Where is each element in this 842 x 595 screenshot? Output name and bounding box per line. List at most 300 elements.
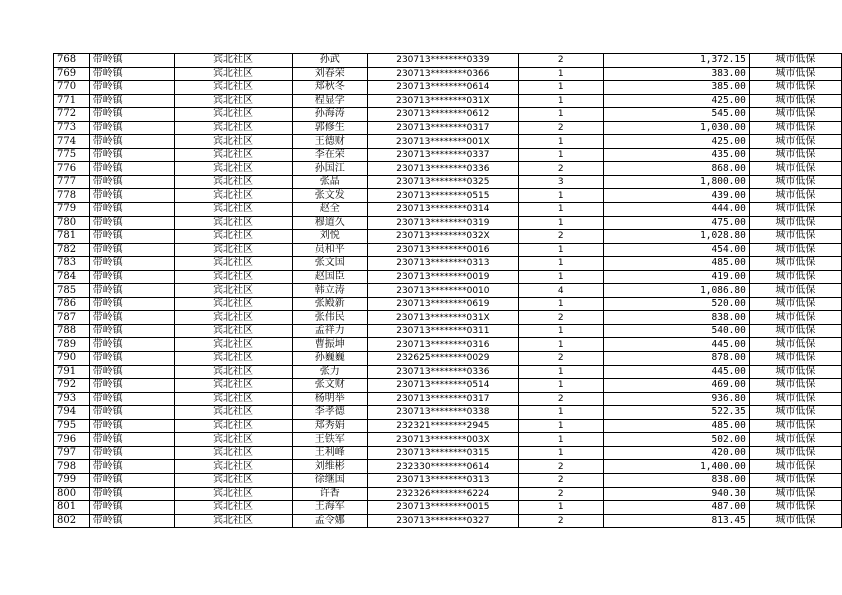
town-cell: 带岭镇	[89, 419, 174, 433]
amount-cell: 487.00	[603, 501, 749, 515]
row-number: 771	[54, 94, 90, 108]
community-cell: 宾北社区	[174, 148, 292, 162]
id-number-cell: 230713********0317	[367, 121, 518, 135]
row-number: 796	[54, 433, 90, 447]
id-number-cell: 230713********0019	[367, 270, 518, 284]
amount-cell: 838.00	[603, 311, 749, 325]
town-cell: 带岭镇	[89, 514, 174, 528]
name-cell: 程显学	[292, 94, 367, 108]
town-cell: 带岭镇	[89, 392, 174, 406]
id-number-cell: 230713********0325	[367, 175, 518, 189]
row-number: 801	[54, 501, 90, 515]
household-count-cell: 1	[518, 189, 603, 203]
community-cell: 宾北社区	[174, 514, 292, 528]
row-number: 780	[54, 216, 90, 230]
town-cell: 带岭镇	[89, 473, 174, 487]
table-row	[54, 433, 842, 447]
table-row	[54, 230, 842, 244]
household-count-cell: 4	[518, 284, 603, 298]
row-number: 786	[54, 297, 90, 311]
table-row	[54, 406, 842, 420]
assistance-type-cell: 城市低保	[749, 54, 841, 68]
community-cell: 宾北社区	[174, 473, 292, 487]
assistance-type-cell: 城市低保	[749, 67, 841, 81]
community-cell: 宾北社区	[174, 446, 292, 460]
id-number-cell: 230713********0315	[367, 446, 518, 460]
id-number-cell: 230713********0338	[367, 406, 518, 420]
table-row	[54, 419, 842, 433]
household-count-cell: 2	[518, 311, 603, 325]
household-count-cell: 2	[518, 121, 603, 135]
amount-cell: 420.00	[603, 446, 749, 460]
amount-cell: 425.00	[603, 135, 749, 149]
town-cell: 带岭镇	[89, 297, 174, 311]
amount-cell: 425.00	[603, 94, 749, 108]
id-number-cell: 232625********0029	[367, 352, 518, 366]
town-cell: 带岭镇	[89, 352, 174, 366]
welfare-roster-table	[53, 53, 842, 528]
household-count-cell: 2	[518, 352, 603, 366]
table-row	[54, 175, 842, 189]
household-count-cell: 2	[518, 230, 603, 244]
assistance-type-cell: 城市低保	[749, 216, 841, 230]
town-cell: 带岭镇	[89, 135, 174, 149]
id-number-cell: 230713********0316	[367, 338, 518, 352]
assistance-type-cell: 城市低保	[749, 433, 841, 447]
id-number-cell: 230713********0313	[367, 257, 518, 271]
table-row	[54, 148, 842, 162]
household-count-cell: 2	[518, 514, 603, 528]
community-cell: 宾北社区	[174, 54, 292, 68]
town-cell: 带岭镇	[89, 203, 174, 217]
table-row	[54, 81, 842, 95]
table-row	[54, 446, 842, 460]
community-cell: 宾北社区	[174, 460, 292, 474]
household-count-cell: 1	[518, 501, 603, 515]
community-cell: 宾北社区	[174, 419, 292, 433]
id-number-cell: 230713********0612	[367, 108, 518, 122]
community-cell: 宾北社区	[174, 230, 292, 244]
row-number: 770	[54, 81, 90, 95]
assistance-type-cell: 城市低保	[749, 514, 841, 528]
assistance-type-cell: 城市低保	[749, 270, 841, 284]
town-cell: 带岭镇	[89, 284, 174, 298]
assistance-type-cell: 城市低保	[749, 135, 841, 149]
table-row	[54, 189, 842, 203]
name-cell: 张晶	[292, 175, 367, 189]
household-count-cell: 1	[518, 94, 603, 108]
table-row	[54, 284, 842, 298]
town-cell: 带岭镇	[89, 406, 174, 420]
row-number: 788	[54, 324, 90, 338]
amount-cell: 940.30	[603, 487, 749, 501]
assistance-type-cell: 城市低保	[749, 94, 841, 108]
town-cell: 带岭镇	[89, 94, 174, 108]
community-cell: 宾北社区	[174, 433, 292, 447]
amount-cell: 485.00	[603, 419, 749, 433]
assistance-type-cell: 城市低保	[749, 365, 841, 379]
amount-cell: 445.00	[603, 338, 749, 352]
id-number-cell: 230713********0311	[367, 324, 518, 338]
assistance-type-cell: 城市低保	[749, 243, 841, 257]
name-cell: 赵国臣	[292, 270, 367, 284]
table-row	[54, 365, 842, 379]
table-body	[54, 54, 842, 528]
name-cell: 许香	[292, 487, 367, 501]
household-count-cell: 3	[518, 175, 603, 189]
amount-cell: 1,800.00	[603, 175, 749, 189]
community-cell: 宾北社区	[174, 257, 292, 271]
town-cell: 带岭镇	[89, 67, 174, 81]
table-row	[54, 460, 842, 474]
assistance-type-cell: 城市低保	[749, 81, 841, 95]
amount-cell: 1,028.80	[603, 230, 749, 244]
id-number-cell: 232326********6224	[367, 487, 518, 501]
name-cell: 张力	[292, 365, 367, 379]
community-cell: 宾北社区	[174, 162, 292, 176]
assistance-type-cell: 城市低保	[749, 501, 841, 515]
row-number: 797	[54, 446, 90, 460]
household-count-cell: 1	[518, 108, 603, 122]
assistance-type-cell: 城市低保	[749, 189, 841, 203]
household-count-cell: 2	[518, 460, 603, 474]
town-cell: 带岭镇	[89, 501, 174, 515]
name-cell: 孙巍巍	[292, 352, 367, 366]
row-number: 799	[54, 473, 90, 487]
table-row	[54, 352, 842, 366]
id-number-cell: 230713********0313	[367, 473, 518, 487]
id-number-cell: 230713********0614	[367, 81, 518, 95]
name-cell: 张伟民	[292, 311, 367, 325]
name-cell: 王利峰	[292, 446, 367, 460]
row-number: 795	[54, 419, 90, 433]
id-number-cell: 232321********2945	[367, 419, 518, 433]
row-number: 791	[54, 365, 90, 379]
row-number: 773	[54, 121, 90, 135]
assistance-type-cell: 城市低保	[749, 284, 841, 298]
amount-cell: 1,400.00	[603, 460, 749, 474]
id-number-cell: 230713********0317	[367, 392, 518, 406]
row-number: 802	[54, 514, 90, 528]
row-number: 783	[54, 257, 90, 271]
amount-cell: 475.00	[603, 216, 749, 230]
name-cell: 刘春荣	[292, 67, 367, 81]
id-number-cell: 230713********0619	[367, 297, 518, 311]
table-row	[54, 121, 842, 135]
row-number: 774	[54, 135, 90, 149]
id-number-cell: 230713********0015	[367, 501, 518, 515]
household-count-cell: 2	[518, 54, 603, 68]
community-cell: 宾北社区	[174, 284, 292, 298]
amount-cell: 445.00	[603, 365, 749, 379]
row-number: 779	[54, 203, 90, 217]
table-row	[54, 270, 842, 284]
id-number-cell: 230713********0327	[367, 514, 518, 528]
row-number: 778	[54, 189, 90, 203]
table-row	[54, 216, 842, 230]
town-cell: 带岭镇	[89, 189, 174, 203]
assistance-type-cell: 城市低保	[749, 148, 841, 162]
town-cell: 带岭镇	[89, 243, 174, 257]
table-row	[54, 392, 842, 406]
town-cell: 带岭镇	[89, 257, 174, 271]
assistance-type-cell: 城市低保	[749, 297, 841, 311]
id-number-cell: 230713********0339	[367, 54, 518, 68]
table-row	[54, 473, 842, 487]
assistance-type-cell: 城市低保	[749, 324, 841, 338]
amount-cell: 936.80	[603, 392, 749, 406]
name-cell: 王海军	[292, 501, 367, 515]
household-count-cell: 1	[518, 338, 603, 352]
amount-cell: 383.00	[603, 67, 749, 81]
household-count-cell: 1	[518, 148, 603, 162]
assistance-type-cell: 城市低保	[749, 162, 841, 176]
household-count-cell: 1	[518, 203, 603, 217]
id-number-cell: 230713********0366	[367, 67, 518, 81]
name-cell: 徐继国	[292, 473, 367, 487]
name-cell: 王铁军	[292, 433, 367, 447]
name-cell: 孙海涛	[292, 108, 367, 122]
household-count-cell: 1	[518, 67, 603, 81]
community-cell: 宾北社区	[174, 175, 292, 189]
household-count-cell: 1	[518, 297, 603, 311]
amount-cell: 838.00	[603, 473, 749, 487]
table-row	[54, 257, 842, 271]
town-cell: 带岭镇	[89, 379, 174, 393]
id-number-cell: 230713********0336	[367, 365, 518, 379]
table-row	[54, 501, 842, 515]
name-cell: 孙武	[292, 54, 367, 68]
household-count-cell: 1	[518, 81, 603, 95]
assistance-type-cell: 城市低保	[749, 203, 841, 217]
household-count-cell: 1	[518, 135, 603, 149]
table-row	[54, 379, 842, 393]
community-cell: 宾北社区	[174, 135, 292, 149]
community-cell: 宾北社区	[174, 94, 292, 108]
amount-cell: 1,372.15	[603, 54, 749, 68]
assistance-type-cell: 城市低保	[749, 419, 841, 433]
id-number-cell: 230713********0336	[367, 162, 518, 176]
community-cell: 宾北社区	[174, 352, 292, 366]
amount-cell: 813.45	[603, 514, 749, 528]
id-number-cell: 230713********0319	[367, 216, 518, 230]
assistance-type-cell: 城市低保	[749, 108, 841, 122]
id-number-cell: 230713********003X	[367, 433, 518, 447]
community-cell: 宾北社区	[174, 243, 292, 257]
amount-cell: 454.00	[603, 243, 749, 257]
table-row	[54, 311, 842, 325]
town-cell: 带岭镇	[89, 108, 174, 122]
id-number-cell: 230713********0514	[367, 379, 518, 393]
name-cell: 李在荣	[292, 148, 367, 162]
household-count-cell: 1	[518, 270, 603, 284]
name-cell: 刘悦	[292, 230, 367, 244]
name-cell: 李孝德	[292, 406, 367, 420]
household-count-cell: 2	[518, 162, 603, 176]
community-cell: 宾北社区	[174, 324, 292, 338]
household-count-cell: 1	[518, 433, 603, 447]
row-number: 782	[54, 243, 90, 257]
amount-cell: 385.00	[603, 81, 749, 95]
table-row	[54, 338, 842, 352]
amount-cell: 502.00	[603, 433, 749, 447]
town-cell: 带岭镇	[89, 311, 174, 325]
table-row	[54, 243, 842, 257]
name-cell: 郑秀娟	[292, 419, 367, 433]
community-cell: 宾北社区	[174, 297, 292, 311]
row-number: 790	[54, 352, 90, 366]
name-cell: 穆道久	[292, 216, 367, 230]
town-cell: 带岭镇	[89, 365, 174, 379]
row-number: 768	[54, 54, 90, 68]
household-count-cell: 1	[518, 324, 603, 338]
name-cell: 郑秋冬	[292, 81, 367, 95]
town-cell: 带岭镇	[89, 81, 174, 95]
name-cell: 张殿新	[292, 297, 367, 311]
row-number: 794	[54, 406, 90, 420]
community-cell: 宾北社区	[174, 189, 292, 203]
row-number: 798	[54, 460, 90, 474]
row-number: 776	[54, 162, 90, 176]
table-row	[54, 487, 842, 501]
id-number-cell: 230713********031X	[367, 94, 518, 108]
row-number: 769	[54, 67, 90, 81]
amount-cell: 1,086.80	[603, 284, 749, 298]
name-cell: 孟祥力	[292, 324, 367, 338]
community-cell: 宾北社区	[174, 270, 292, 284]
amount-cell: 522.35	[603, 406, 749, 420]
town-cell: 带岭镇	[89, 338, 174, 352]
row-number: 800	[54, 487, 90, 501]
assistance-type-cell: 城市低保	[749, 392, 841, 406]
amount-cell: 419.00	[603, 270, 749, 284]
row-number: 781	[54, 230, 90, 244]
table-row	[54, 94, 842, 108]
amount-cell: 868.00	[603, 162, 749, 176]
amount-cell: 435.00	[603, 148, 749, 162]
row-number: 784	[54, 270, 90, 284]
assistance-type-cell: 城市低保	[749, 352, 841, 366]
household-count-cell: 1	[518, 216, 603, 230]
town-cell: 带岭镇	[89, 433, 174, 447]
table-row	[54, 324, 842, 338]
name-cell: 郭修生	[292, 121, 367, 135]
amount-cell: 485.00	[603, 257, 749, 271]
name-cell: 曹振坤	[292, 338, 367, 352]
community-cell: 宾北社区	[174, 379, 292, 393]
assistance-type-cell: 城市低保	[749, 460, 841, 474]
household-count-cell: 2	[518, 487, 603, 501]
town-cell: 带岭镇	[89, 446, 174, 460]
name-cell: 杨明举	[292, 392, 367, 406]
community-cell: 宾北社区	[174, 501, 292, 515]
community-cell: 宾北社区	[174, 392, 292, 406]
community-cell: 宾北社区	[174, 203, 292, 217]
assistance-type-cell: 城市低保	[749, 338, 841, 352]
table-row	[54, 135, 842, 149]
name-cell: 韩立涛	[292, 284, 367, 298]
assistance-type-cell: 城市低保	[749, 257, 841, 271]
assistance-type-cell: 城市低保	[749, 311, 841, 325]
town-cell: 带岭镇	[89, 148, 174, 162]
id-number-cell: 230713********031X	[367, 311, 518, 325]
community-cell: 宾北社区	[174, 487, 292, 501]
name-cell: 赵全	[292, 203, 367, 217]
assistance-type-cell: 城市低保	[749, 175, 841, 189]
name-cell: 王德财	[292, 135, 367, 149]
community-cell: 宾北社区	[174, 121, 292, 135]
name-cell: 刘维彬	[292, 460, 367, 474]
id-number-cell: 230713********0515	[367, 189, 518, 203]
name-cell: 张文财	[292, 379, 367, 393]
name-cell: 孟令娜	[292, 514, 367, 528]
row-number: 787	[54, 311, 90, 325]
row-number: 777	[54, 175, 90, 189]
household-count-cell: 2	[518, 392, 603, 406]
town-cell: 带岭镇	[89, 230, 174, 244]
row-number: 793	[54, 392, 90, 406]
id-number-cell: 230713********032X	[367, 230, 518, 244]
name-cell: 孙国江	[292, 162, 367, 176]
assistance-type-cell: 城市低保	[749, 379, 841, 393]
community-cell: 宾北社区	[174, 216, 292, 230]
id-number-cell: 230713********0337	[367, 148, 518, 162]
assistance-type-cell: 城市低保	[749, 473, 841, 487]
community-cell: 宾北社区	[174, 67, 292, 81]
amount-cell: 444.00	[603, 203, 749, 217]
table-row	[54, 514, 842, 528]
town-cell: 带岭镇	[89, 270, 174, 284]
row-number: 789	[54, 338, 90, 352]
amount-cell: 878.00	[603, 352, 749, 366]
name-cell: 员和平	[292, 243, 367, 257]
community-cell: 宾北社区	[174, 406, 292, 420]
amount-cell: 439.00	[603, 189, 749, 203]
id-number-cell: 230713********0016	[367, 243, 518, 257]
name-cell: 张文发	[292, 189, 367, 203]
id-number-cell: 230713********0314	[367, 203, 518, 217]
household-count-cell: 1	[518, 243, 603, 257]
household-count-cell: 1	[518, 365, 603, 379]
table-row	[54, 203, 842, 217]
household-count-cell: 1	[518, 446, 603, 460]
amount-cell: 545.00	[603, 108, 749, 122]
amount-cell: 469.00	[603, 379, 749, 393]
table-row	[54, 297, 842, 311]
assistance-type-cell: 城市低保	[749, 446, 841, 460]
town-cell: 带岭镇	[89, 175, 174, 189]
community-cell: 宾北社区	[174, 365, 292, 379]
table-row	[54, 54, 842, 68]
table-row	[54, 108, 842, 122]
name-cell: 张文国	[292, 257, 367, 271]
town-cell: 带岭镇	[89, 460, 174, 474]
town-cell: 带岭镇	[89, 162, 174, 176]
amount-cell: 1,030.00	[603, 121, 749, 135]
household-count-cell: 1	[518, 406, 603, 420]
town-cell: 带岭镇	[89, 487, 174, 501]
town-cell: 带岭镇	[89, 324, 174, 338]
community-cell: 宾北社区	[174, 81, 292, 95]
table-row	[54, 67, 842, 81]
table-row	[54, 162, 842, 176]
amount-cell: 540.00	[603, 324, 749, 338]
town-cell: 带岭镇	[89, 54, 174, 68]
id-number-cell: 230713********001X	[367, 135, 518, 149]
row-number: 772	[54, 108, 90, 122]
household-count-cell: 1	[518, 419, 603, 433]
household-count-cell: 2	[518, 473, 603, 487]
